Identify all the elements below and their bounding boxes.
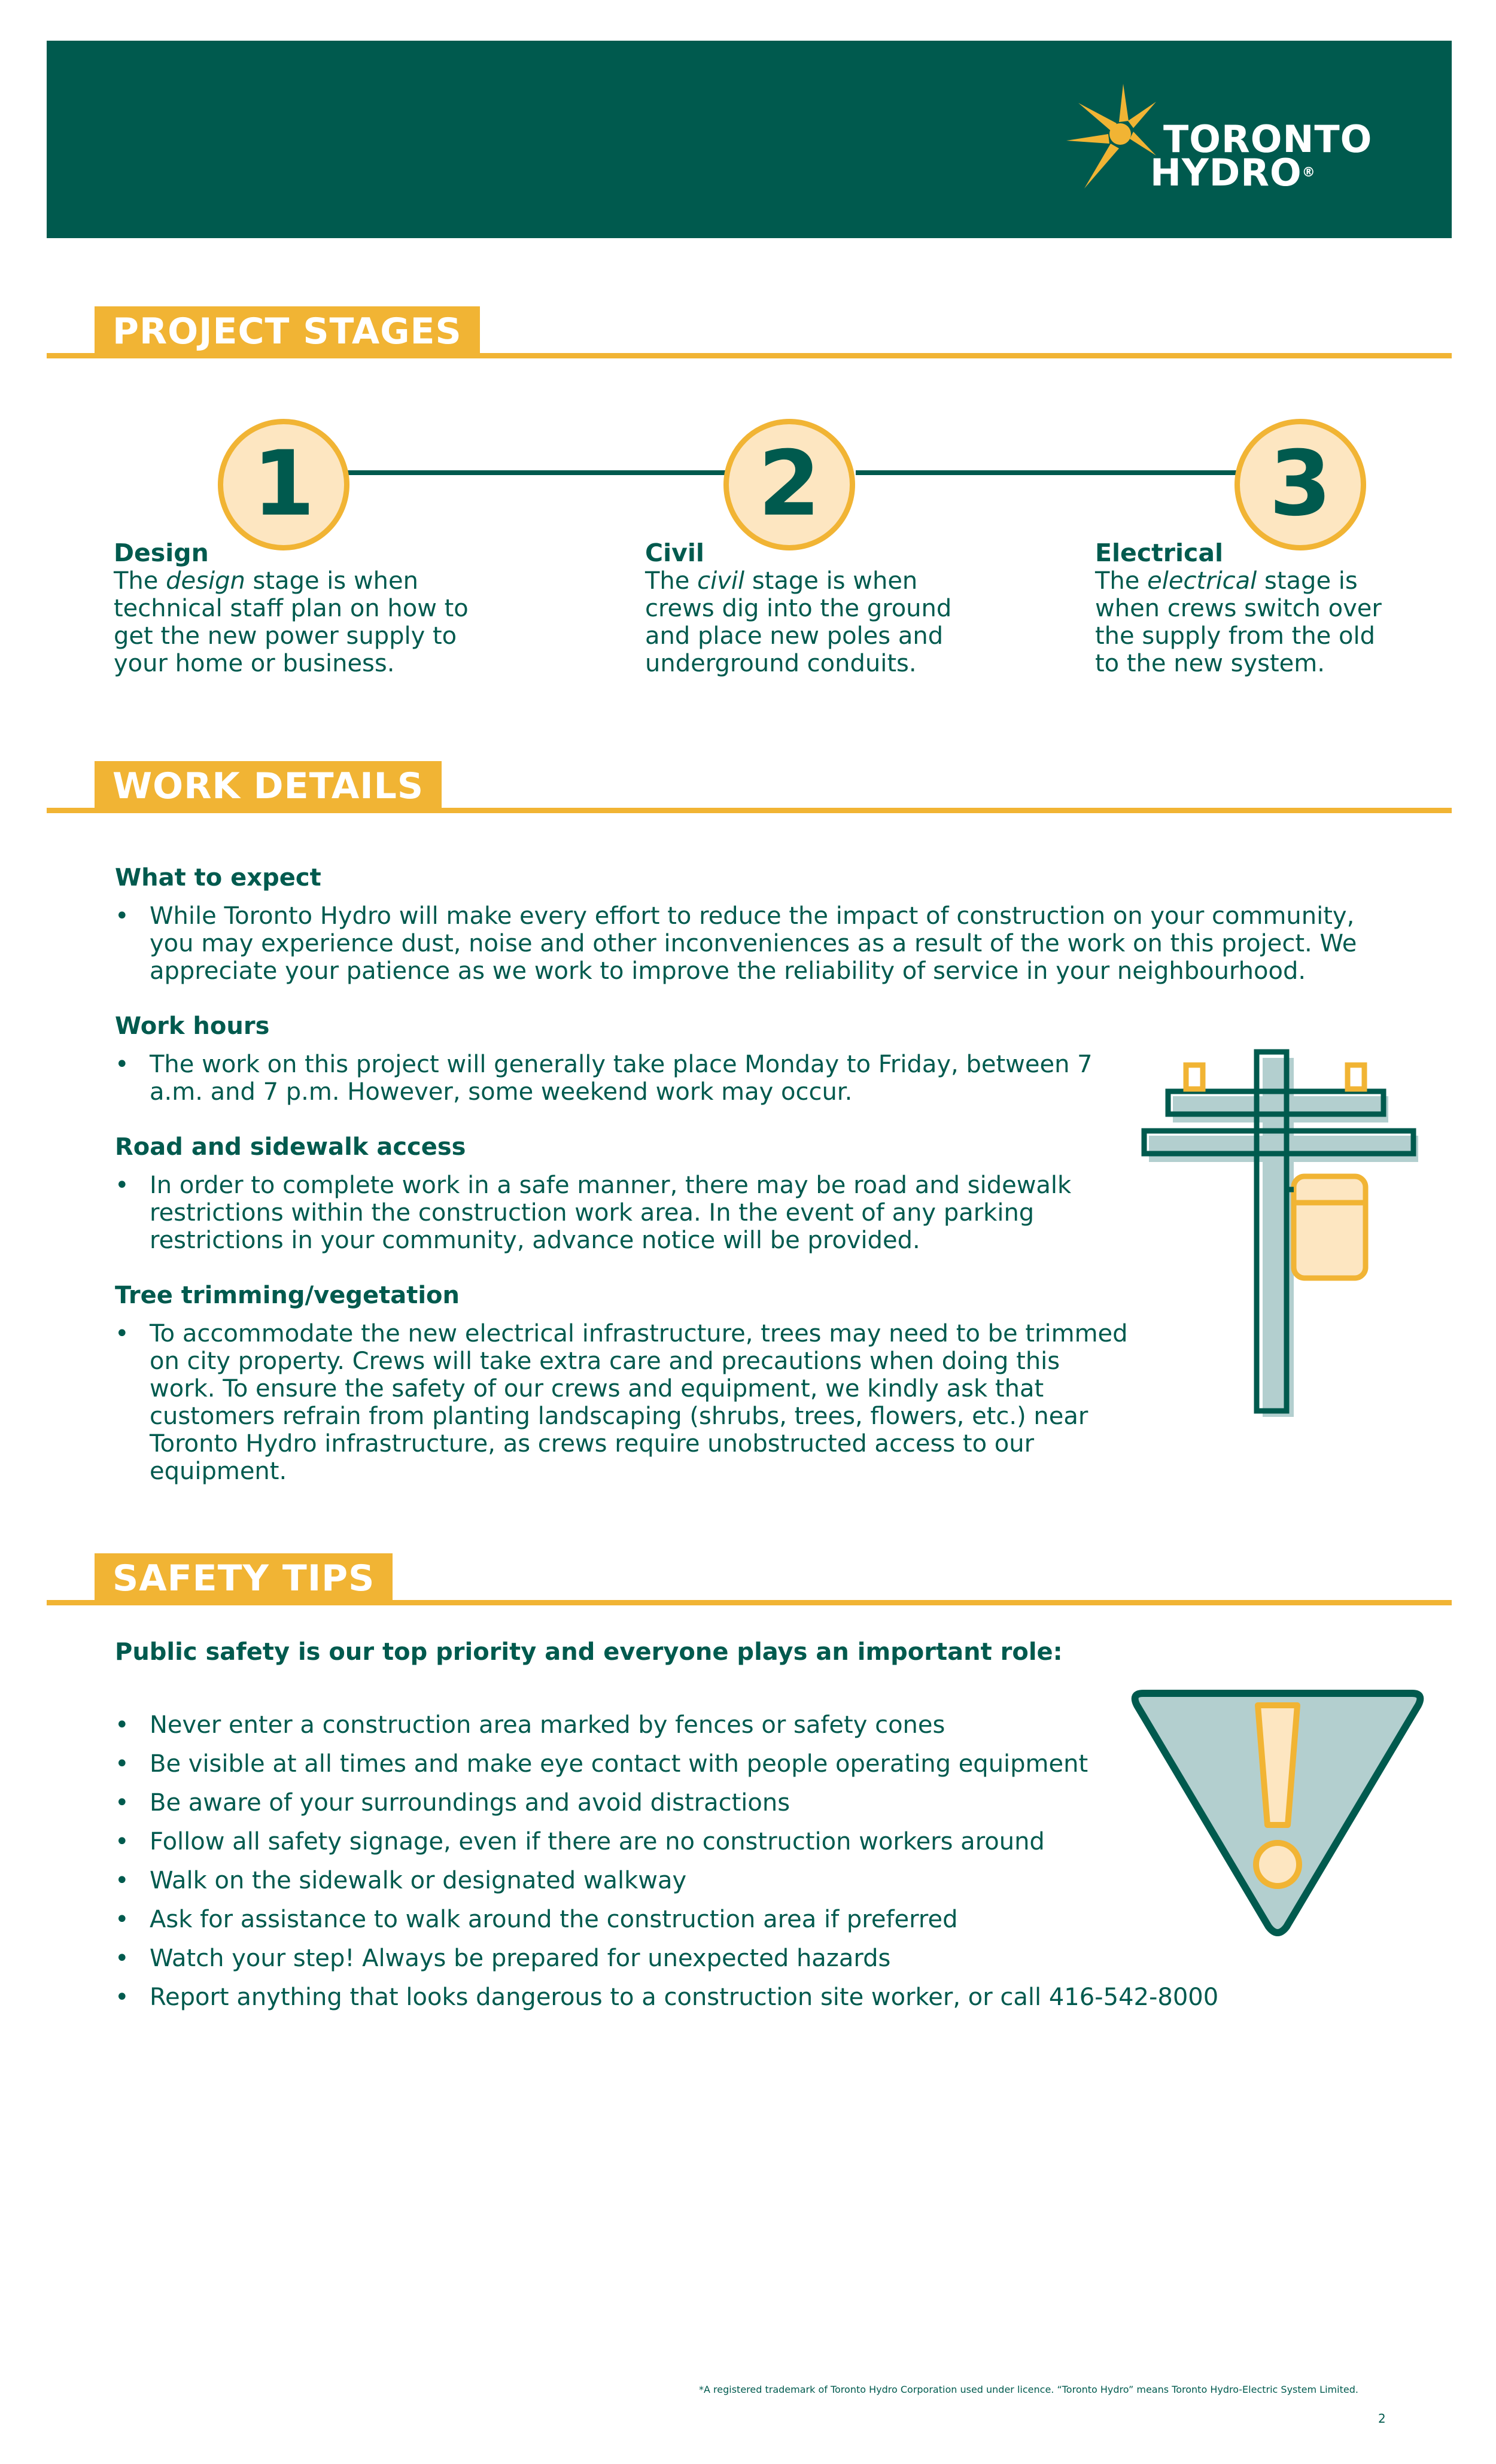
safety-intro: Public safety is our top priority and everyone plays an important role: bbox=[115, 1638, 1063, 1666]
list-item: • Walk on the sidewalk or designated walkway bbox=[115, 1867, 687, 1894]
stage-connector-line bbox=[856, 470, 1245, 475]
bullet-icon: • bbox=[115, 1789, 129, 1817]
section-title: SAFETY TIPS bbox=[95, 1553, 393, 1604]
safety-tips-list bbox=[115, 1711, 1218, 2022]
list-item: • Watch your step! Always be prepared for unexpected hazards bbox=[115, 1945, 891, 1972]
bullet-icon: • bbox=[115, 1051, 129, 1078]
bullet-icon: • bbox=[115, 1320, 129, 1347]
bullet-icon: • bbox=[115, 902, 129, 930]
bullet-icon: • bbox=[115, 1945, 129, 1972]
work-detail-bullet: • The work on this project will generally take place Monday to Friday, between 7 a.m. and 7 p.m. However, some weekend work may occur. bbox=[115, 1051, 1093, 1106]
registered-mark: ® bbox=[1302, 165, 1316, 180]
warning-icon bbox=[1119, 1675, 1436, 1945]
stage-title: Electrical bbox=[1095, 539, 1224, 567]
logo-wordmark-line2: HYDRO® bbox=[1150, 151, 1316, 194]
toronto-hydro-logo bbox=[1066, 84, 1378, 197]
work-detail-title: Tree trimming/vegetation bbox=[115, 1282, 460, 1309]
list-item: • Follow all safety signage, even if there are no construction workers around bbox=[115, 1828, 1045, 1855]
bullet-icon: • bbox=[115, 1984, 129, 2011]
page-number: 2 bbox=[1378, 2411, 1386, 2426]
section-title: PROJECT STAGES bbox=[95, 306, 480, 357]
work-detail-bullet: • While Toronto Hydro will make every effort to reduce the impact of construction on your community, you may experience dust, noise and other inconveniences as a result of the work on this project. We appreciate your patience as we work to improve the reliability of service in your neighbourhood. bbox=[115, 902, 1357, 985]
section-title: WORK DETAILS bbox=[95, 761, 442, 811]
stage-description: The civil stage is when crews dig into the ground and place new poles and underground conduits. bbox=[645, 567, 952, 677]
bullet-icon: • bbox=[115, 1828, 129, 1855]
list-item: • Be visible at all times and make eye contact with people operating equipment bbox=[115, 1750, 1088, 1778]
utility-pole-icon bbox=[1137, 1046, 1424, 1417]
work-detail-title: Road and sidewalk access bbox=[115, 1133, 466, 1161]
bullet-icon: • bbox=[115, 1172, 129, 1199]
stage-number-circle: 3 bbox=[1234, 419, 1366, 550]
trademark-footnote: *A registered trademark of Toronto Hydro Corporation used under licence. “Toronto Hydro” means Toronto Hydro-Electric System Limited. bbox=[699, 2384, 1358, 2395]
work-detail-bullet: • In order to complete work in a safe manner, there may be road and sidewalk restrictions within the construction work area. In the event of any parking restrictions in your community, advance notice will be provided. bbox=[115, 1172, 1072, 1254]
stage-title: Civil bbox=[645, 539, 704, 567]
bullet-icon: • bbox=[115, 1750, 129, 1778]
bullet-icon: • bbox=[115, 1906, 129, 1933]
stage-number-circle: 1 bbox=[218, 419, 349, 550]
stage-connector-line bbox=[347, 470, 736, 475]
stage-description: The design stage is when technical staff plan on how to get the new power supply to your home or business. bbox=[114, 567, 469, 677]
stage-title: Design bbox=[114, 539, 209, 567]
list-item: • Report anything that looks dangerous to a construction site worker, or call 416-542-8000 bbox=[115, 1984, 1219, 2011]
work-detail-title: Work hours bbox=[115, 1012, 270, 1040]
stage-description: The electrical stage is when crews switch over the supply from the old to the new system. bbox=[1095, 567, 1382, 677]
logo-wordmark-line1: TORONTO bbox=[1163, 117, 1373, 161]
list-item: • Be aware of your surroundings and avoid distractions bbox=[115, 1789, 790, 1817]
list-item: • Ask for assistance to walk around the construction area if preferred bbox=[115, 1906, 958, 1933]
list-item: • Never enter a construction area marked by fences or safety cones bbox=[115, 1711, 945, 1739]
stage-number-circle: 2 bbox=[723, 419, 855, 550]
work-detail-bullet: • To accommodate the new electrical infrastructure, trees may need to be trimmed on city property. Crews will take extra care and precautions when doing this work. To ensure the safety of our crews and equipment, we kindly ask that customers refrain from planting landscaping (shrubs, trees, flowers, etc.) near Toronto Hydro infrastructure, as crews require unobstructed access to our equipment. bbox=[115, 1320, 1128, 1485]
work-detail-title: What to expect bbox=[115, 864, 321, 892]
bullet-icon: • bbox=[115, 1867, 129, 1894]
bullet-icon: • bbox=[115, 1711, 129, 1739]
